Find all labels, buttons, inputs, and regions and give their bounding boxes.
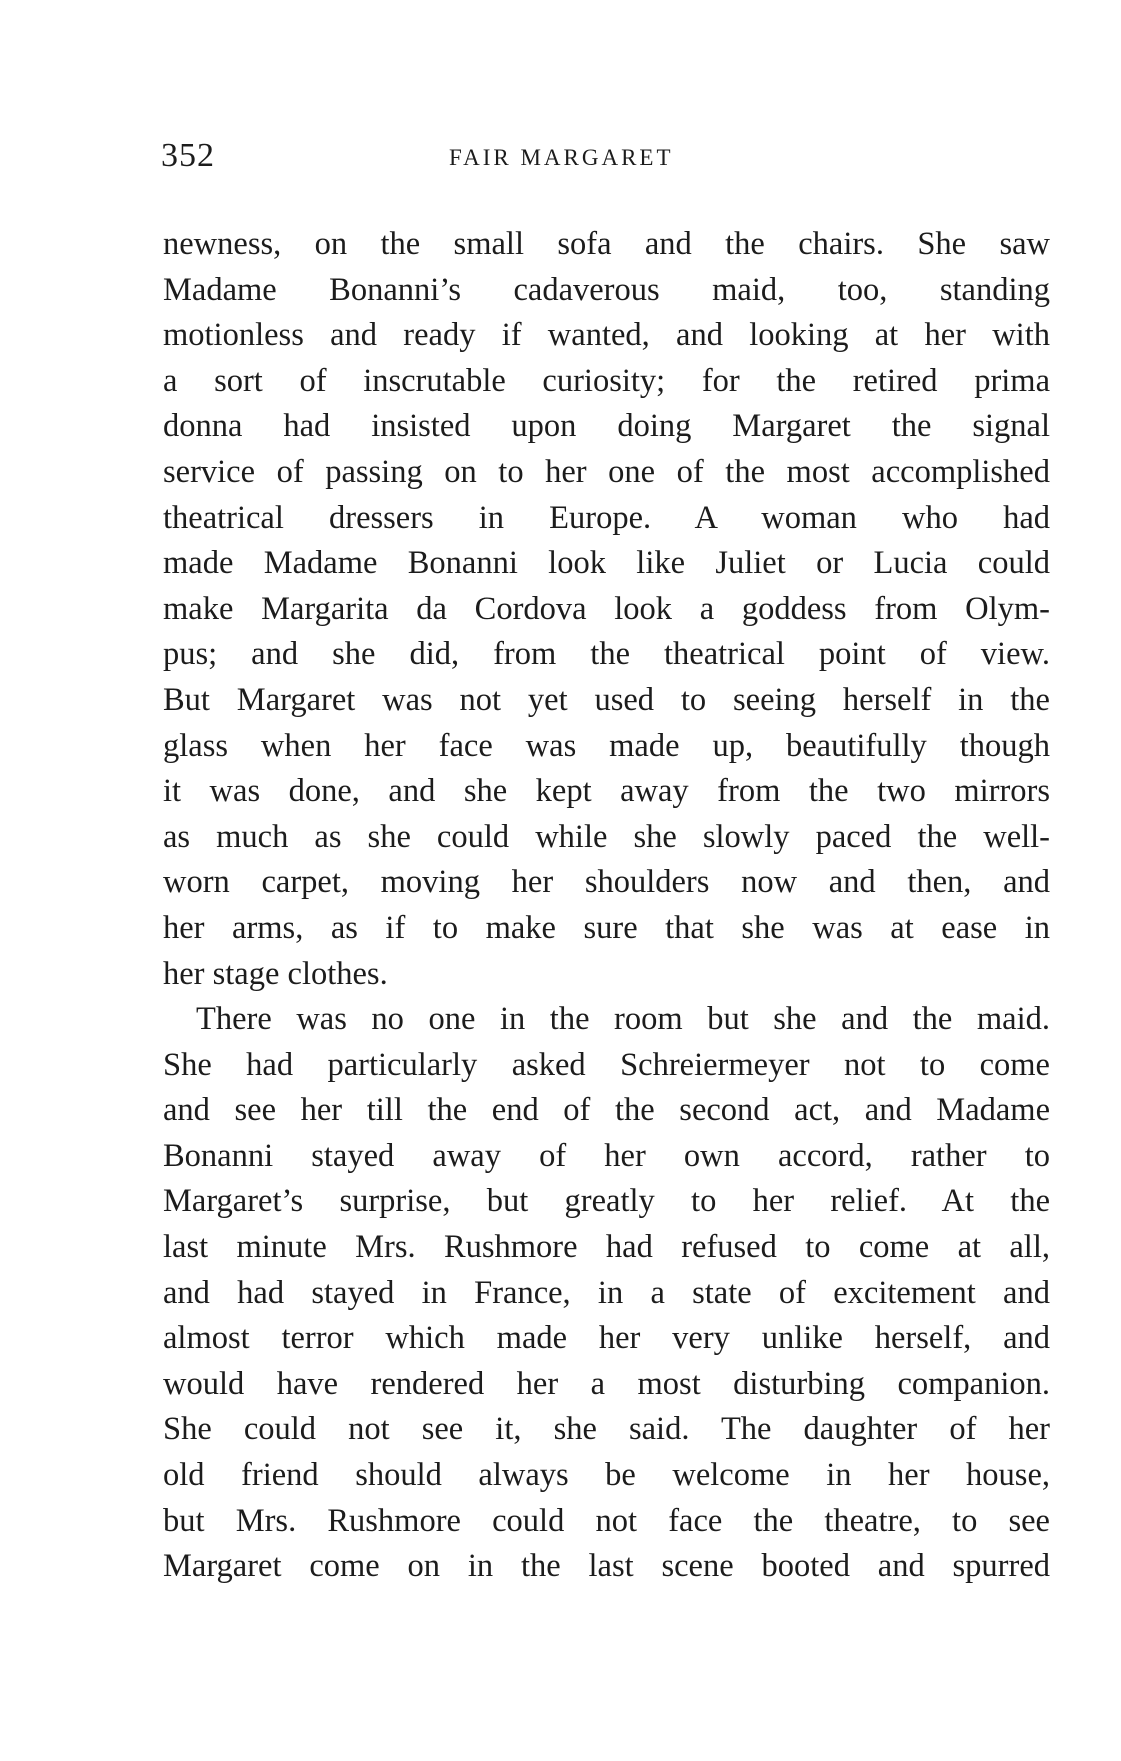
text-line: and see her till the end of the second act, and Madame <box>163 1092 1050 1129</box>
text-line: make Margarita da Cordova look a goddess from Olym- <box>163 590 1050 627</box>
text-line: it was done, and she kept away from the two mirrors <box>163 773 1050 810</box>
text-line: She had particularly asked Schreiermeyer not to come <box>163 1046 1050 1083</box>
text-line: There was no one in the room but she and the maid. <box>196 1001 1050 1038</box>
text-line: almost terror which made her very unlike herself, and <box>163 1320 1050 1357</box>
text-line: last minute Mrs. Rushmore had refused to come at all, <box>163 1229 1050 1266</box>
text-line: pus; and she did, from the theatrical point of view. <box>163 636 1050 673</box>
text-line: Bonanni stayed away of her own accord, rather to <box>163 1137 1050 1174</box>
page-header <box>161 137 1059 187</box>
page-number: 352 <box>161 137 215 174</box>
text-line: old friend should always be welcome in her house, <box>163 1457 1050 1494</box>
text-line: theatrical dressers in Europe. A woman who had <box>163 499 1050 536</box>
text-line: donna had insisted upon doing Margaret the signal <box>163 408 1050 445</box>
text-line: made Madame Bonanni look like Juliet or Lucia could <box>163 545 1050 582</box>
text-line: would have rendered her a most disturbing companion. <box>163 1365 1050 1402</box>
text-line: and had stayed in France, in a state of excitement and <box>163 1274 1050 1311</box>
text-line: worn carpet, moving her shoulders now and then, and <box>163 864 1050 901</box>
text-line: her arms, as if to make sure that she was at ease in <box>163 909 1050 946</box>
text-line: newness, on the small sofa and the chairs. She saw <box>163 226 1050 262</box>
text-line: But Margaret was not yet used to seeing herself in the <box>163 681 1050 718</box>
text-line: motionless and ready if wanted, and looking at her with <box>163 317 1050 354</box>
text-line: She could not see it, she said. The daughter of her <box>163 1411 1050 1448</box>
text-line: glass when her face was made up, beautifully though <box>163 727 1050 764</box>
running-title: FAIR MARGARET <box>449 145 674 170</box>
text-line: Madame Bonanni’s cadaverous maid, too, standing <box>163 271 1050 308</box>
paragraph-2 <box>163 997 1050 1590</box>
text-line: but Mrs. Rushmore could not face the theatre, to see <box>163 1502 1050 1539</box>
body-text <box>163 222 1050 1590</box>
text-line: her stage clothes. <box>163 955 388 992</box>
text-line: Margaret’s surprise, but greatly to her relief. At the <box>163 1183 1050 1220</box>
text-line: Margaret come on in the last scene booted and spurred <box>163 1548 1050 1585</box>
paragraph-1 <box>163 222 1050 997</box>
text-line: a sort of inscrutable curiosity; for the retired prima <box>163 362 1050 399</box>
text-line: service of passing on to her one of the most accomplished <box>163 453 1050 490</box>
text-line: as much as she could while she slowly paced the well- <box>163 818 1050 855</box>
